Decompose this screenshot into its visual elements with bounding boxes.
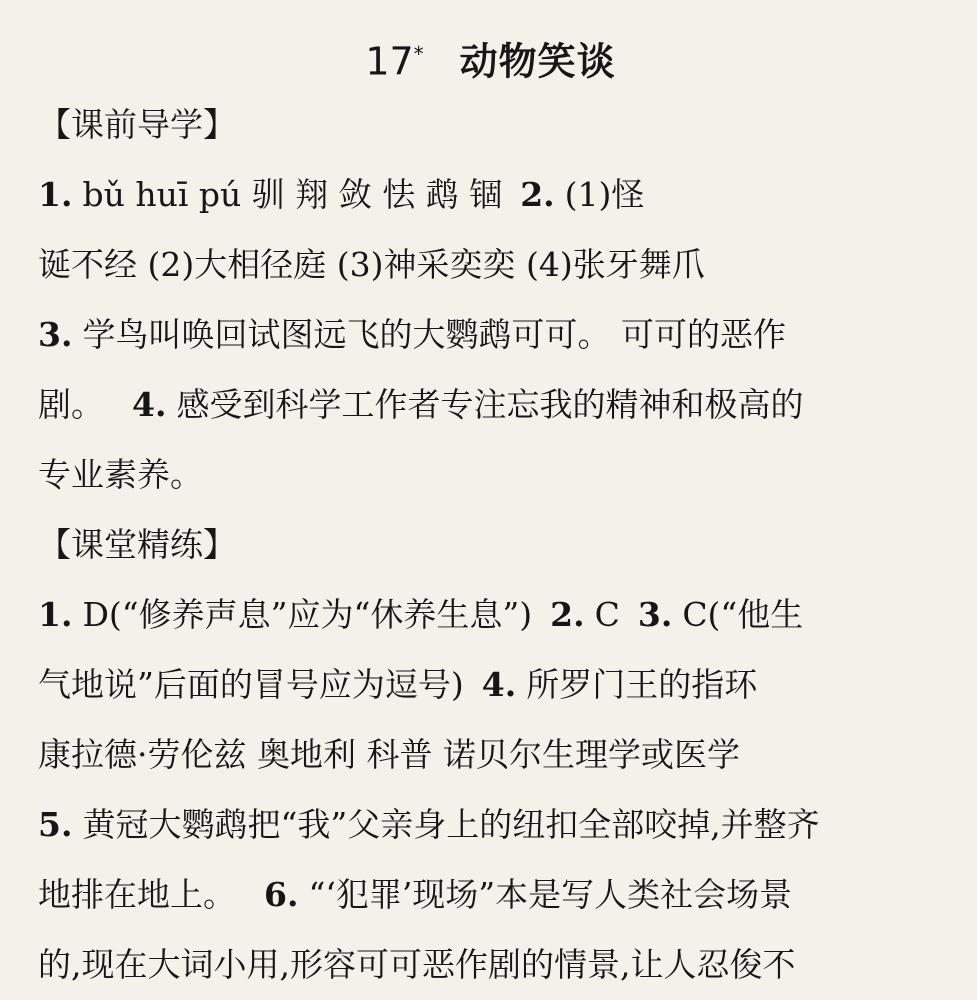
answer-text: (1)怪 (564, 175, 645, 214)
answer-text: D(“修养声息”应为“休养生息”) (82, 595, 533, 634)
answer-line (38, 160, 943, 230)
question-number: 3. (637, 595, 673, 634)
question-number: 3. (38, 315, 73, 354)
answer-line (38, 930, 943, 1000)
answer-text: bǔ huī pú 驯 翔 敛 怯 鹉 锢 (82, 175, 503, 214)
answer-text: 气地说”后面的冒号应为逗号) (38, 665, 464, 704)
answer-line (38, 300, 943, 370)
title-text: 动物笑谈 (459, 39, 616, 84)
answer-line (38, 440, 943, 510)
answer-text: 康拉德·劳伦兹 奥地利 科普 诺贝尔生理学或医学 (38, 735, 740, 774)
answer-line (38, 370, 943, 440)
question-number: 1. (38, 595, 73, 634)
answer-text: 感受到科学工作者专注忘我的精神和极高的 (176, 385, 804, 424)
answer-text: 剧。 (38, 385, 104, 424)
answer-text: 学鸟叫唤回试图远飞的大鹦鹉可可。 可可的恶作 (82, 315, 786, 354)
question-number: 4. (481, 665, 517, 704)
answer-text: 专业素养。 (38, 455, 203, 494)
answer-text: 黄冠大鹦鹉把“我”父亲身上的纽扣全部咬掉,并整齐 (82, 805, 820, 844)
question-number: 5. (38, 805, 73, 844)
section-heading-practice: 【课堂精练】 (38, 525, 236, 564)
answer-line (38, 230, 943, 300)
answer-line (38, 790, 943, 860)
answer-text: C(“他生 (682, 595, 804, 634)
answer-text: 诞不经 (2)大相径庭 (3)神采奕奕 (4)张牙舞爪 (38, 245, 705, 284)
answer-line (38, 580, 943, 650)
answer-line (38, 860, 943, 930)
answer-text: 地排在地上。 (38, 875, 236, 914)
question-number: 2. (550, 595, 585, 634)
answer-text: 的,现在大词小用,形容可可恶作剧的情景,让人忍俊不 (38, 945, 796, 984)
question-number: 1. (38, 175, 73, 214)
answer-text: “‘犯罪’现场”本是写人类社会场景 (308, 875, 793, 914)
page-title (38, 18, 943, 90)
question-number: 4. (132, 385, 167, 424)
question-number: 6. (264, 875, 299, 914)
section-heading-preview: 【课前导学】 (38, 105, 236, 144)
question-number: 2. (520, 175, 555, 214)
answer-line (38, 720, 943, 790)
title-star: * (413, 42, 424, 66)
answer-text: 所罗门王的指环 (526, 665, 758, 704)
answer-line (38, 650, 943, 720)
title-number: 17 (365, 39, 414, 84)
answer-text: C (594, 595, 620, 634)
